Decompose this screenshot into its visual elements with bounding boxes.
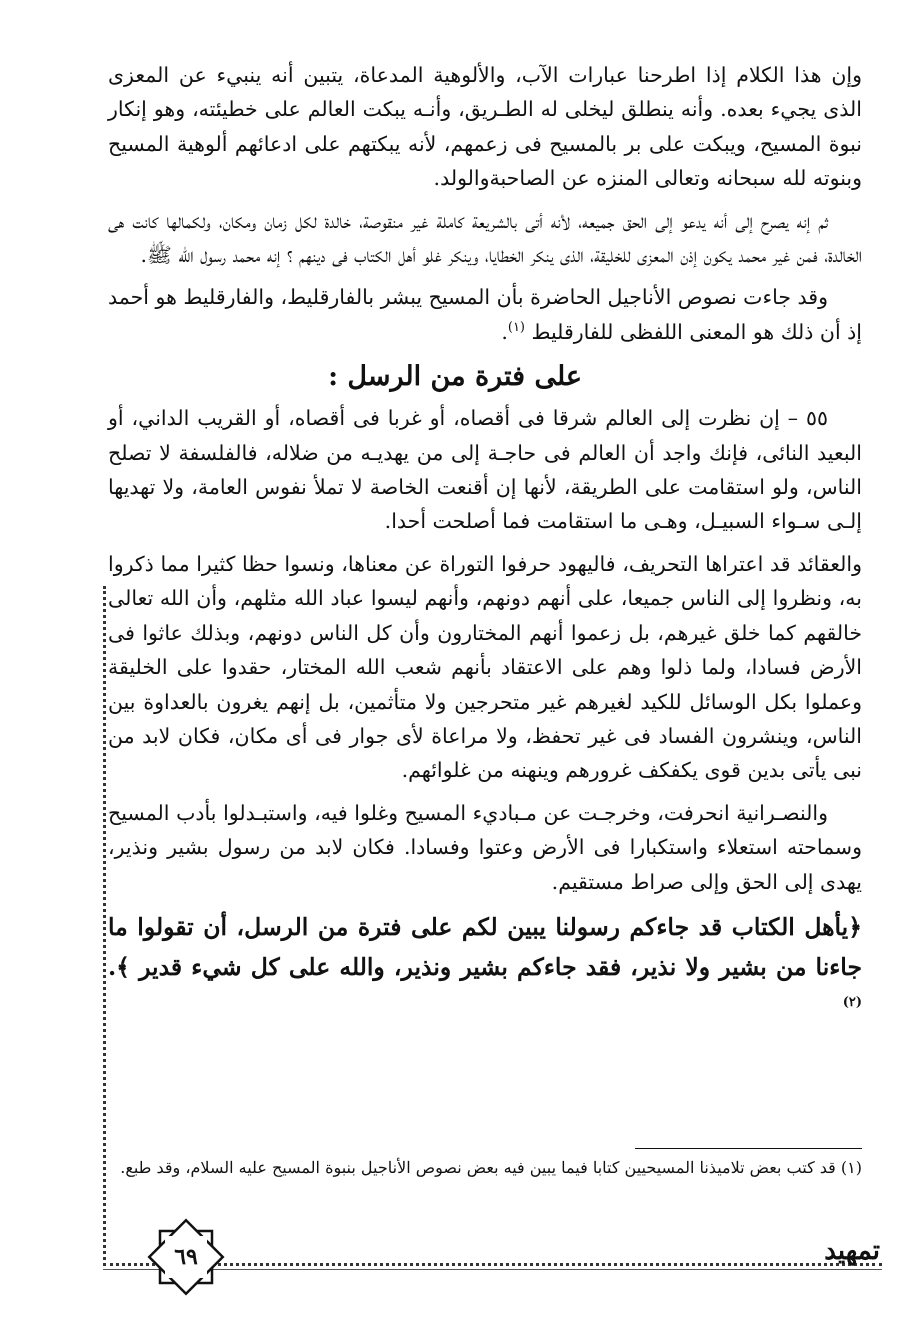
- paragraph: ٥٥ – إن نظرت إلى العالم شرقا فى أقصاه، أو غربا فى أقصاه، أو القريب الداني، أو البعيد النائى، فإنك واجد أن العالم فى حاجـة إلى من يهديـه من ضلاله، فالفلسفة لا تصلح الناس، ولو استقامت على الطريقة، لأنها إن أقنعت الخاصة لا تملأ نفوس العامة، ولا تهديها إلـى سـواء السبيـل، وهـى ما استقامت فما أصلحت أحدا.: [108, 406, 862, 534]
- section-heading: على فترة من الرسل :: [328, 361, 582, 393]
- footnote-reference[interactable]: (١): [507, 320, 525, 336]
- chapter-label: تمهيد: [824, 1236, 880, 1266]
- main-text: [108, 58, 862, 1031]
- paragraph: والنصـرانية انحرفت، وخرجـت عن مـباديء المسيح وغلوا فيه، واستبـدلوا بأدب المسيح وسماحته استعلاء واستكبارا فى الأرض وعتوا وفسادا. فكان لابد من رسول بشير ونذير، يهدى إلى الحق وإلى صراط مستقيم.: [108, 800, 862, 894]
- quran-verse: [108, 907, 862, 1027]
- paragraph-text: وقد جاءت نصوص الأناجيل الحاضرة بأن المسيح يبشر بالفارقليط، والفارقليط هو أحمد إذ أن ذلك هو المعنى اللفظى للفارقليط: [108, 285, 862, 344]
- paragraph: والعقائد قد اعتراها التحريف، فاليهود حرفوا التوراة عن معناها، ونسوا حظا كثيرا مما ذكروا به، ونظروا إلى الناس جميعا، على أنهم دونهم، وأنهم ليسوا عباد الله مثلهم، وأن الله تعالى خالقهم كما خلق غيرهم، بل زعموا أنهم المختارون وأن كل الناس دونهم، وبذلك عاثوا فى الأرض فسادا، ولما ذلوا وهم على الاعتقاد بأنهم شعب الله المختار، حقدوا على الخليقة وعملوا بكل الوسائل للكيد لغيرهم غير متحرجين ولا متأثمين، بل إنهم يغرون بالعداوة بين الناس، وينشرون الفساد فى غير تحفظ، ولا مراعاة لأى جوار فى أى مكان، فكان لابد من نبى يأتى بدين قوى يكفكف غرورهم وينهنه من غلوائهم.: [108, 551, 862, 783]
- paragraph: وقد جاءت نصوص الأناجيل الحاضرة بأن المسيح يبشر بالفارقليط، والفارقليط هو أحمد إذ أن ذلك هو المعنى اللفظى للفارقليط $^{(١)}$.: [108, 285, 862, 344]
- quran-text: ﴿يأهل الكتاب قد جاءكم رسولنا يبين لكم على فترة من الرسل، أن تقولوا ما جاءنا من بشير ولا نذير، فقد جاءكم بشير ونذير، والله على كل شيء قدير ﴾.: [108, 912, 862, 981]
- paragraph: ثم إنه يصرح إلى أنه يدعو إلى الحق جميعه، لأنه أتى بالشريعة كاملة غير منقوصة، خالدة لكل زمان ومكان، ولكمالها كانت هى الخالدة، فمن غير محمد يكون إذن المعزى للخليقة، الذى ينكر الخطايا، وينكر غلو أهل الكتاب فى دينهم ؟ إنه محمد رسول الله ﷺ.: [108, 208, 862, 268]
- dotted-side-border: [103, 586, 106, 1266]
- footnote: (١) قد كتب بعض تلاميذنا المسيحيين كتابا فيما يبين فيه بعض نصوص الأناجيل بنبوة المسيح عليه السلام، وقد طبع.: [120, 1158, 862, 1177]
- paragraph: وإن هذا الكلام إذا اطرحنا عبارات الآب، والألوهية المدعاة، يتبين أنه ينبيء عن المعزى الذى يجيء بعده. وأنه ينطلق ليخلى له الطـريق، وأنـه يبكت العالم على خطيئته، وهو إنكار نبوة المسيح، ويبكت على بر بالمسيح فى زعمهم، لأنه يبكتهم على ادعائهم ألوهية المسيح وبنوته لله سبحانه وتعالى المنزه عن الصاحبةوالولد.: [108, 63, 862, 191]
- footnote-reference[interactable]: (٢): [842, 995, 862, 1011]
- footnote-divider: [635, 1148, 862, 1149]
- page-number: ٦٩: [174, 1244, 198, 1270]
